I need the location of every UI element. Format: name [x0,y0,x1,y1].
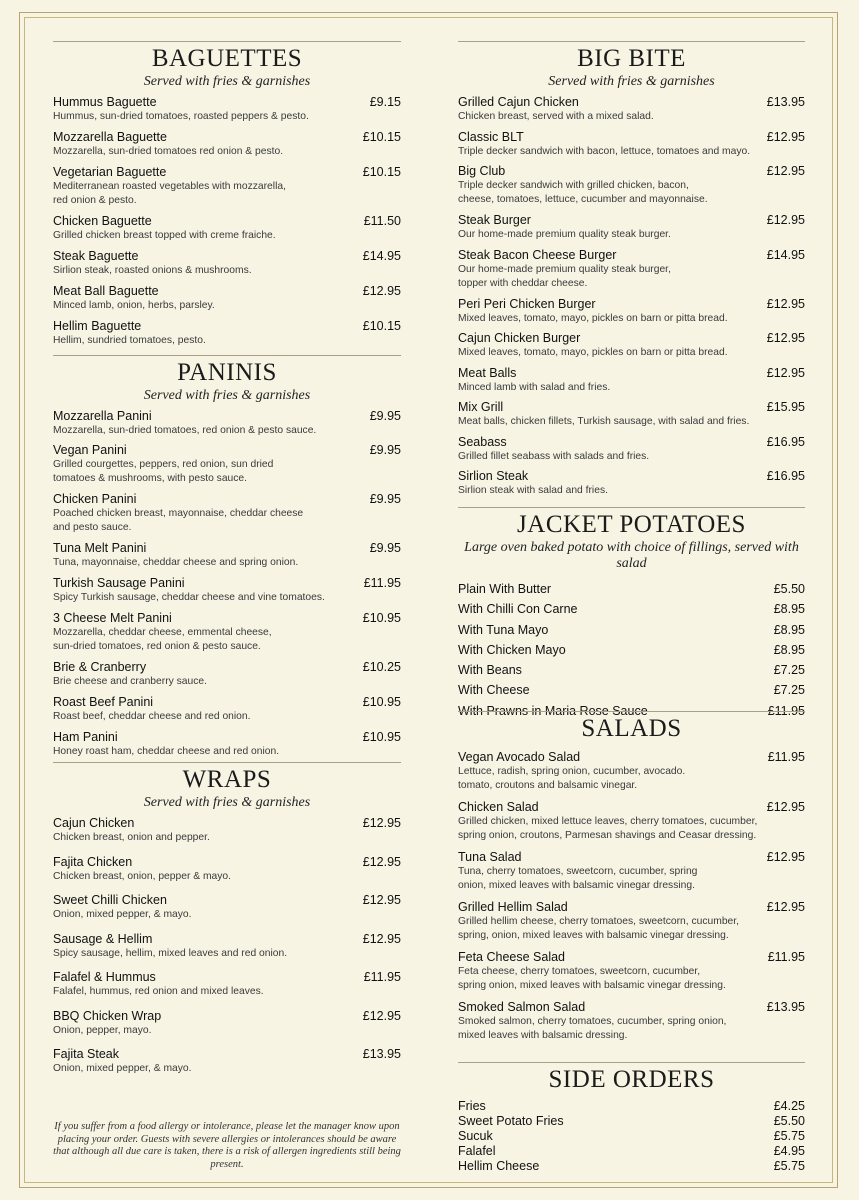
menu-item-price: £8.95 [773,642,805,657]
menu-item-name: Meat Ball Baguette [53,284,159,298]
menu-item-price: £11.95 [767,750,805,764]
jacket-potatoes-list [458,580,805,722]
section-big-bite [458,41,805,504]
menu-item [458,130,805,165]
menu-item-name: Peri Peri Chicken Burger [458,296,596,311]
menu-item-name: Hellim Baguette [53,319,142,333]
side-orders-list [458,1099,805,1174]
menu-item [53,443,401,492]
menu-item-price: £11.95 [363,970,401,984]
menu-item-name: Classic BLT [458,129,524,144]
menu-item [458,661,805,681]
menu-item-price: £16.95 [766,434,805,449]
section-salads [458,711,805,1050]
menu-item-name: Steak Burger [458,213,531,227]
menu-item-price: £12.95 [766,800,805,814]
menu-item-name: Fries [458,1099,486,1113]
menu-item-name: Vegan Panini [53,443,127,457]
menu-item-name: With Chicken Mayo [458,642,566,657]
menu-item-price: £5.75 [773,1129,805,1143]
section-divider [458,507,805,508]
menu-item [458,621,805,641]
menu-item [458,1000,805,1050]
menu-item [53,816,401,855]
menu-item-price: £10.15 [362,319,401,333]
menu-item-description: Grilled chicken breast topped with creme fraiche. [53,230,276,241]
menu-item-name: Turkish Sausage Panini [53,576,185,590]
menu-item-price: £5.50 [773,1114,805,1128]
menu-item-description: Feta cheese, cherry tomatoes, sweetcorn, cucumber, spring onion, mixed leaves with balsamic vinegar dressing. [458,966,726,991]
menu-item-name: With Prawns in Maria Rose Sauce [458,703,648,718]
section-title: WRAPS [182,766,272,793]
menu-item [53,730,401,765]
menu-item-price: £7.25 [773,683,805,698]
menu-item-price: £12.95 [766,164,805,178]
menu-item-name: Falafel & Hummus [53,970,156,984]
menu-item-description: Minced lamb with salad and fries. [458,381,611,393]
menu-item-price: £12.95 [766,365,805,380]
menu-item-name: 3 Cheese Melt Panini [53,611,172,625]
menu-item-name: Roast Beef Panini [53,695,154,709]
section-divider [53,355,401,356]
menu-item-description: Triple decker sandwich with bacon, lettuce, tomatoes and mayo. [458,145,751,157]
menu-item-description: Tuna, cherry tomatoes, sweetcorn, cucumber, spring onion, mixed leaves with balsamic vinegar dressing. [458,866,698,891]
section-title: BIG BITE [577,45,686,72]
menu-item-name: Falafel [458,1144,496,1158]
menu-item-name: Cajun Chicken [53,816,135,830]
menu-item [53,893,401,932]
menu-item-name: Hellim Cheese [458,1159,540,1173]
menu-item-name: Tuna Salad [458,850,522,864]
menu-item-name: Vegan Avocado Salad [458,750,581,764]
menu-item [53,695,401,730]
section-wraps [53,762,401,1086]
menu-item-name: Mix Grill [458,400,504,414]
menu-item-name: Mozzarella Panini [53,409,152,423]
menu-item-price: £12.95 [362,284,401,298]
menu-item [458,900,805,950]
menu-item-price: £4.95 [773,1144,805,1158]
menu-item-name: Chicken Panini [53,492,137,506]
menu-item [53,214,401,249]
menu-item [53,249,401,284]
menu-item [53,855,401,894]
menu-item [458,435,805,470]
section-subtitle: Served with fries & garnishes [548,74,715,89]
menu-item-description: Mixed leaves, tomato, mayo, pickles on barn or pitta bread. [458,347,728,358]
salads-list [458,750,805,1050]
menu-item-price: £12.95 [362,893,401,907]
menu-item-name: Chicken Baguette [53,214,152,228]
allergy-notice: If you suffer from a food allergy or intolerance, please let the manager know upon placing your order. Guests with severe allergies or intolerances should be aware that although all due care is taken, there is a risk of allergen ingredients still being present. [53,1121,401,1170]
menu-item-description: Lettuce, radish, spring onion, cucumber, avocado. tomato, croutons and balsamic vinegar. [458,766,686,791]
menu-item-price: £7.25 [773,663,805,678]
menu-item-description: Our home-made premium quality steak burger. [458,229,671,240]
menu-item-name: Plain With Butter [458,582,552,596]
menu-item-name: With Chilli Con Carne [458,602,578,617]
menu-item-name: With Cheese [458,683,530,698]
menu-item [458,1099,805,1114]
menu-item-description: Minced lamb, onion, herbs, parsley. [53,300,215,311]
menu-item [53,576,401,611]
menu-item [458,750,805,800]
menu-item-description: Mozzarella, sun-dried tomatoes, red onion & pesto sauce. [53,425,317,436]
menu-item-price: £11.50 [363,214,401,228]
menu-item-description: Spicy Turkish sausage, cheddar cheese and vine tomatoes. [53,592,325,603]
section-jacket-potatoes [458,507,805,722]
menu-item-price: £12.95 [766,213,805,227]
menu-item [53,932,401,971]
menu-item-description: Chicken breast, onion and pepper. [53,832,210,843]
menu-item-price: £13.95 [362,1047,401,1061]
menu-item-price: £8.95 [773,622,805,637]
section-paninis [53,355,401,765]
section-baguettes [53,41,401,354]
menu-item-description: Smoked salmon, cherry tomatoes, cucumber, spring onion, mixed leaves with balsamic dressing. [458,1016,727,1041]
section-title: BAGUETTES [151,45,303,72]
section-divider [458,711,805,712]
menu-item-description: Onion, mixed pepper, & mayo. [53,909,192,920]
menu-item-name: With Tuna Mayo [458,622,549,637]
menu-item [458,600,805,620]
menu-item-price: £14.95 [766,247,805,262]
menu-item-name: Tuna Melt Panini [53,541,147,555]
menu-item-price: £10.95 [362,695,401,709]
menu-item-name: Grilled Cajun Chicken [458,95,579,109]
menu-item-name: Big Club [458,164,506,178]
menu-item [53,492,401,541]
menu-item-name: Ham Panini [53,730,118,744]
menu-item-description: Poached chicken breast, mayonnaise, cheddar cheese and pesto sauce. [53,508,304,533]
menu-item-name: Meat Balls [458,365,517,380]
menu-item-name: BBQ Chicken Wrap [53,1008,162,1023]
section-subtitle: Served with fries & garnishes [143,388,311,403]
menu-item-price: £5.75 [773,1159,805,1173]
menu-item-name: Fajita Chicken [53,854,133,869]
menu-item [53,409,401,443]
menu-item-price: £9.95 [369,443,401,457]
menu-item-name: With Beans [458,663,522,678]
menu-item-description: Onion, mixed pepper, & mayo. [53,1063,192,1074]
menu-item-name: Sirlion Steak [458,469,529,483]
menu-item [53,611,401,660]
section-subtitle: Served with fries & garnishes [143,795,311,810]
menu-item-description: Falafel, hummus, red onion and mixed leaves. [53,986,264,997]
big-bite-list [458,95,805,504]
section-divider [458,1062,805,1063]
menu-item-price: £12.95 [362,854,401,869]
menu-item-description: Roast beef, cheddar cheese and red onion. [53,711,251,722]
menu-item [458,800,805,850]
menu-item-price: £12.95 [766,331,805,345]
menu-item-name: Mozzarella Baguette [53,130,167,144]
menu-item [458,580,805,600]
section-title: SALADS [581,715,682,742]
menu-item-price: £9.95 [369,409,401,423]
menu-item-description: Spicy sausage, hellim, mixed leaves and red onion. [53,947,288,959]
menu-item-description: Mixed leaves, tomato, mayo, pickles on barn or pitta bread. [458,312,728,324]
menu-item-price: £10.95 [362,611,401,625]
menu-item [53,284,401,319]
menu-item-name: Sweet Potato Fries [458,1114,564,1128]
menu-item-name: Steak Baguette [53,249,139,263]
menu-item-description: Grilled fillet seabass with salads and fries. [458,450,650,462]
menu-item-description: Triple decker sandwich with grilled chicken, bacon, cheese, tomatoes, lettuce, cucumber and mayonnaise. [458,180,708,205]
menu-item-price: £12.95 [766,129,805,144]
menu-item-name: Grilled Hellim Salad [458,900,568,914]
menu-item-price: £12.95 [766,900,805,914]
menu-item-price: £12.95 [362,1008,401,1023]
menu-item-price: £10.15 [362,165,401,179]
section-title: JACKET POTATOES [517,511,746,538]
menu-item-price: £10.95 [362,730,401,744]
menu-item-price: £4.25 [773,1099,805,1113]
menu-item [458,1159,805,1174]
menu-item-description: Our home-made premium quality steak burger, topper with cheddar cheese. [458,263,671,289]
menu-item-price: £9.15 [369,95,401,109]
paninis-list [53,409,401,765]
menu-item-description: Mozzarella, sun-dried tomatoes red onion & pesto. [53,146,284,157]
menu-item-price: £16.95 [766,469,805,483]
section-subtitle: Large oven baked potato with choice of fillings, served with salad [464,540,799,571]
menu-item-description: Brie cheese and cranberry sauce. [53,676,207,687]
menu-item [53,1047,401,1086]
menu-item-name: Chicken Salad [458,800,539,814]
menu-item [458,469,805,504]
menu-item [53,319,401,354]
menu-item [53,970,401,1009]
menu-item-name: Fajita Steak [53,1047,120,1061]
section-title: PANINIS [177,359,277,386]
menu-item [458,297,805,332]
menu-item [458,681,805,701]
menu-item-name: Seabass [458,434,507,449]
menu-item-name: Smoked Salmon Salad [458,1000,586,1014]
menu-item [458,331,805,366]
menu-item [458,850,805,900]
menu-item [458,641,805,661]
section-divider [53,762,401,763]
menu-item-description: Chicken breast, served with a mixed salad. [458,111,654,122]
menu-item-name: Sweet Chilli Chicken [53,893,167,907]
menu-item [458,950,805,1000]
section-title: SIDE ORDERS [548,1066,715,1093]
menu-item-price: £15.95 [766,400,805,414]
menu-item-price: £13.95 [766,1000,805,1014]
menu-item-price: £5.50 [773,582,805,596]
menu-item-description: Tuna, mayonnaise, cheddar cheese and spring onion. [53,557,299,568]
section-divider [458,41,805,42]
menu-item [53,1009,401,1048]
menu-item [458,1114,805,1129]
section-side-orders [458,1062,805,1174]
menu-item-name: Sucuk [458,1129,493,1143]
menu-item-price: £9.95 [369,541,401,555]
menu-item [458,213,805,248]
menu-item-description: Chicken breast, onion, pepper & mayo. [53,870,232,882]
section-subtitle: Served with fries & garnishes [143,74,311,89]
menu-item [53,165,401,214]
menu-item [458,1129,805,1144]
menu-item-price: £9.95 [369,492,401,506]
menu-item-price: £10.15 [362,130,401,144]
menu-item [458,1144,805,1159]
section-divider [53,41,401,42]
menu-item-description: Onion, pepper, mayo. [53,1024,152,1036]
menu-item-price: £11.95 [363,576,401,590]
baguettes-list [53,95,401,354]
menu-item-price: £11.95 [767,950,805,964]
menu-item [458,248,805,297]
menu-item-price: £14.95 [362,249,401,263]
wraps-list [53,816,401,1086]
menu-item-description: Sirlion steak with salad and fries. [458,485,608,496]
menu-item [458,366,805,401]
menu-item-description: Sirlion steak, roasted onions & mushrooms. [53,265,252,276]
menu-item-name: Hummus Baguette [53,95,157,109]
menu-item-name: Cajun Chicken Burger [458,331,581,345]
menu-item [53,130,401,165]
menu-item [458,95,805,130]
menu-item [458,400,805,435]
menu-item-name: Feta Cheese Salad [458,950,566,964]
menu-item-price: £12.95 [766,850,805,864]
menu-item-description: Mozzarella, cheddar cheese, emmental cheese, sun-dried tomatoes, red onion & pesto sauce. [53,627,272,652]
menu-item [53,541,401,576]
menu-item-price: £12.95 [362,816,401,830]
menu-item-price: £8.95 [773,602,805,617]
menu-item-description: Meat balls, chicken fillets, Turkish sausage, with salad and fries. [458,416,750,427]
menu-item-description: Grilled courgettes, peppers, red onion, sun dried tomatoes & mushrooms, with pesto sauce. [53,459,274,484]
menu-item-price: £12.95 [362,931,401,946]
menu-item-name: Vegetarian Baguette [53,165,167,179]
menu-item-description: Grilled chicken, mixed lettuce leaves, cherry tomatoes, cucumber, spring onion, croutons, Parmesan shavings and Ceasar dressing. [458,816,758,841]
menu-item-description: Hummus, sun-dried tomatoes, roasted peppers & pesto. [53,111,309,122]
menu-item [458,164,805,213]
menu-item-price: £12.95 [766,296,805,311]
menu-item-description: Honey roast ham, cheddar cheese and red onion. [53,746,280,757]
menu-item-description: Grilled hellim cheese, cherry tomatoes, sweetcorn, cucumber, spring, onion, mixed leaves with balsamic vinegar dressing. [458,916,739,941]
menu-item-price: £10.25 [362,660,401,674]
menu-item-name: Brie & Cranberry [53,660,147,674]
menu-item-name: Steak Bacon Cheese Burger [458,247,617,262]
menu-item-price: £11.95 [767,703,805,718]
menu-item [53,660,401,695]
menu-item [53,95,401,130]
menu-item-price: £13.95 [766,95,805,109]
menu-item-description: Hellim, sundried tomatoes, pesto. [53,335,206,346]
menu-item-name: Sausage & Hellim [53,931,153,946]
menu-item-description: Mediterranean roasted vegetables with mozzarella, red onion & pesto. [53,181,286,206]
